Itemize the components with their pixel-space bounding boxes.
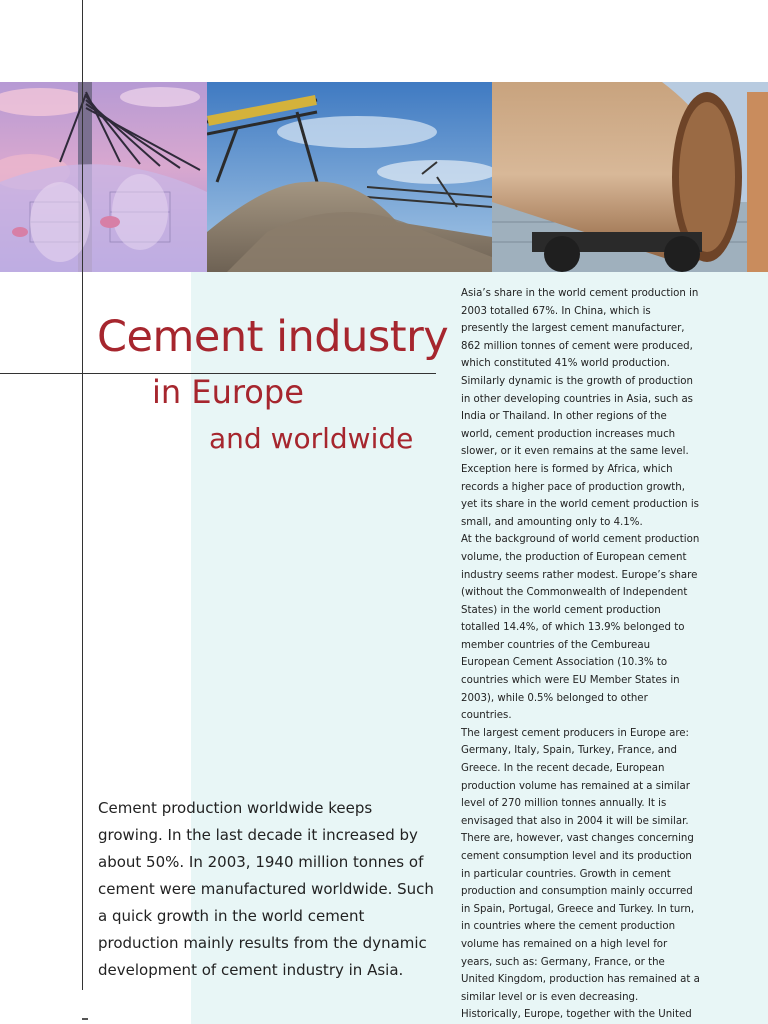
page-subtitle-line1: in Europe (152, 373, 304, 411)
body-paragraph: The largest cement producers in Europe are: Germany, Italy, Spain, Turkey, France, and Greece. In the recent decade, European production volume has remained at a similar level of 270 million tonnes annually. It is envisaged that also in 2004 it will be similar. There are, however, vast changes concerning cement consumption level and its production in particular countries. Growth in cement production and consumption mainly occurred in Spain, Portugal, Greece and Turkey. In turn, in countries where the cement production volume has remained on a high level for years, such as: Germany, France, or the United Kingdom, production has remained at a similar level or is even decreasing. (461, 727, 700, 1003)
body-paragraph: Asia’s share in the world cement production in 2003 totalled 67%. In China, which is presently the largest cement manufacturer, 862 million tonnes of cement were produced, which constituted 41% world production. Similarly dynamic is the growth of production in other developing countries in Asia, such as India or Thailand. In other regions of the world, cement production increases much slower, or it even remains at the same level. Exception here is formed by Africa, which records a higher pace of production growth, yet its share in the world cement production is small, and amounting only to 4.1%. (461, 288, 699, 528)
intro-paragraph: Cement production worldwide keeps growing. In the last decade it increased by about 50%. In 2003, 1940 million tonnes of cement were manufactured worldwide. Such a quick growth in the world cement production mainly results from the dynamic development of cement industry in Asia. (98, 799, 434, 979)
bridge-blueprint-photo (0, 82, 207, 272)
page-title: Cement industry (97, 312, 449, 362)
page-subtitle-line2: and worldwide (209, 422, 414, 455)
body-paragraph: At the background of world cement production volume, the production of European cement industry seems rather modest. Europe’s share (without the Commonwealth of Independent States) in the world cement production totalled 14.4%, of which 13.9% belonged to member countries of the Cembureau European Cement Association (10.3% to countries which were EU Member States in 2003), while 0.5% belonged to other countries. (461, 534, 700, 722)
gravel-conveyor-photo (207, 82, 492, 272)
body-text-column (461, 285, 701, 1024)
page-corner-mark (82, 1018, 88, 1020)
rotary-kiln-photo (492, 82, 768, 272)
vertical-rule (82, 0, 83, 990)
body-paragraph: Historically, Europe, together with the United (461, 1009, 692, 1021)
